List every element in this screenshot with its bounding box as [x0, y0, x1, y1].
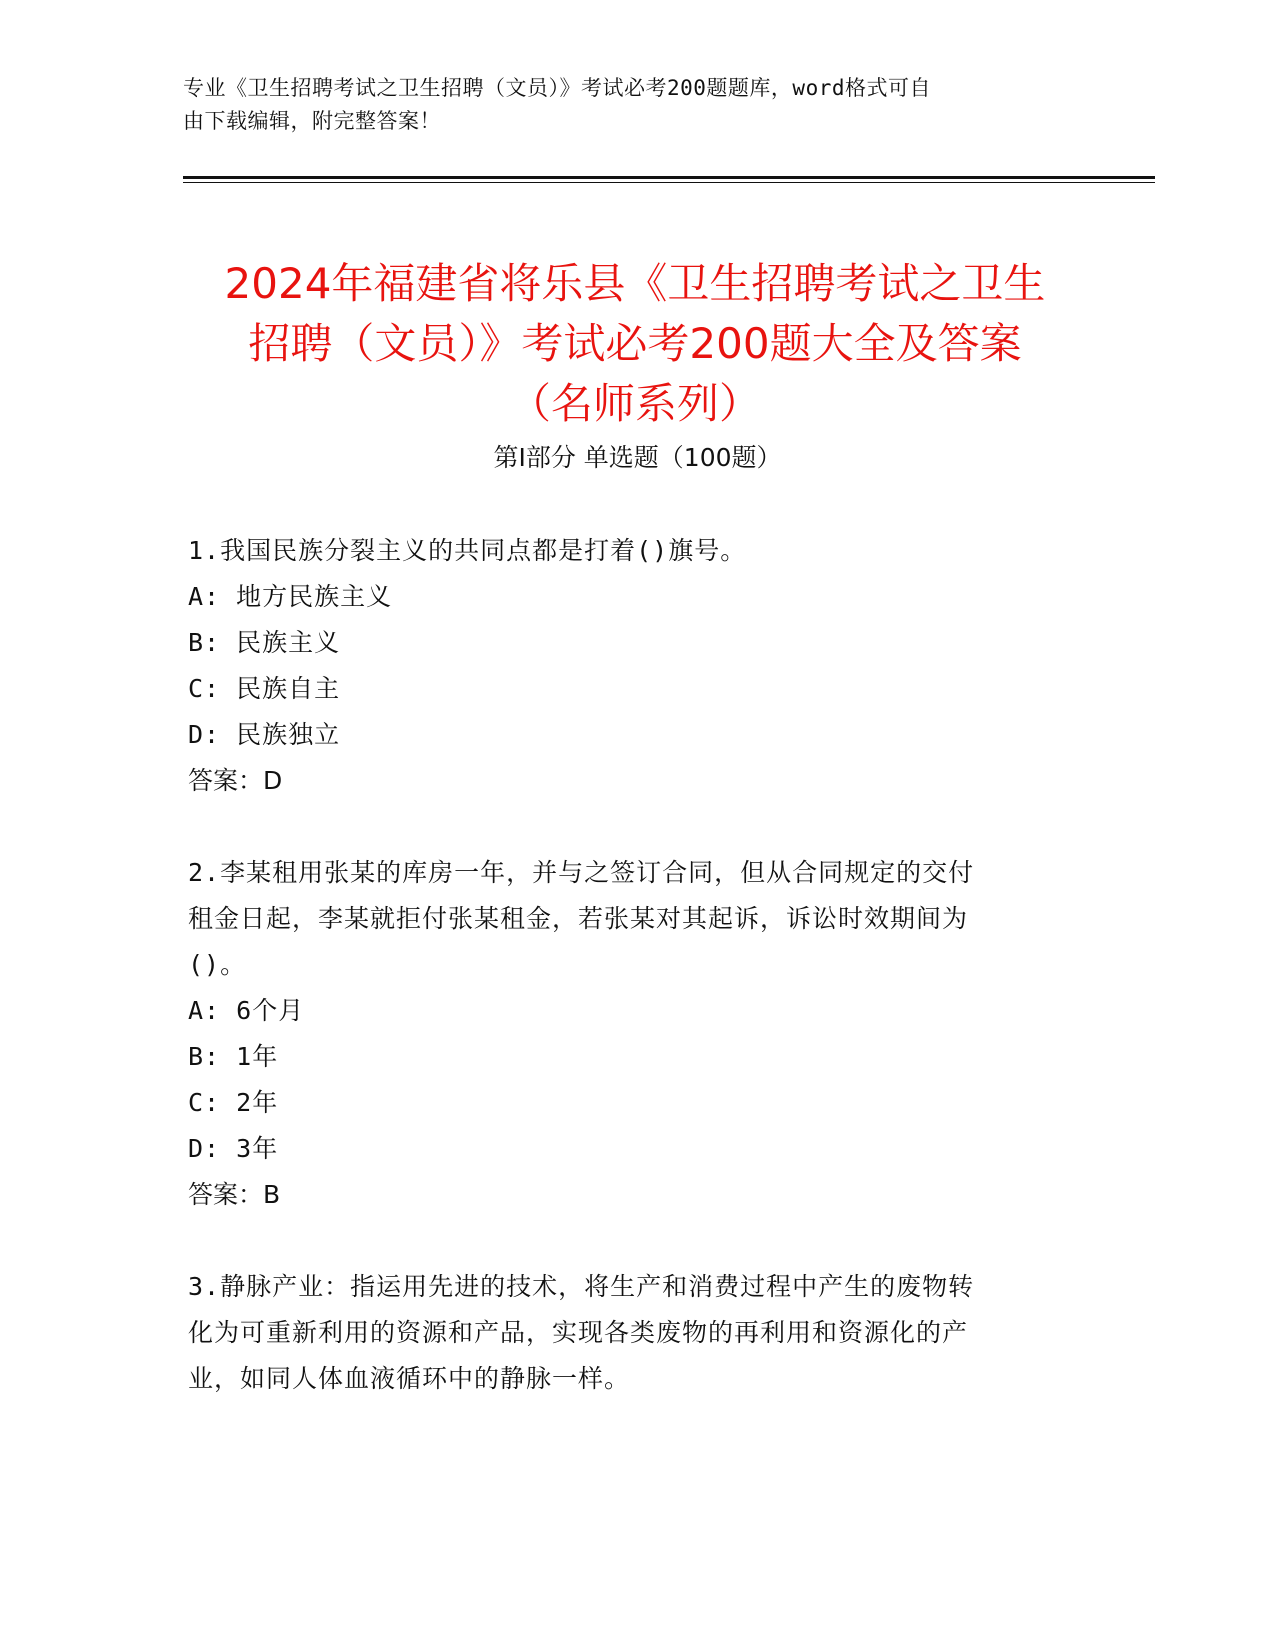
option-d: D: 3年 [188, 1134, 279, 1163]
title-line: 招聘（文员）》考试必考200题大全及答案 [248, 319, 1022, 369]
answer: 答案：D [188, 766, 283, 795]
header-note-line: 专业《卫生招聘考试之卫生招聘（文员）》考试必考200题题库，word格式可自 [183, 76, 931, 100]
question-stem: 租金日起，李某就拒付张某租金，若张某对其起诉，诉讼时效期间为 [188, 904, 969, 933]
answer: 答案：B [188, 1180, 281, 1209]
option-d: D: 民族独立 [188, 720, 341, 749]
question-stem: 业，如同人体血液循环中的静脉一样。 [188, 1364, 631, 1393]
option-c: C: 2年 [188, 1088, 279, 1117]
question-list [188, 528, 1068, 1448]
question-3 [188, 1264, 1068, 1402]
title-line: （名师系列） [508, 379, 761, 429]
question-2 [188, 850, 1068, 1218]
question-stem: 3.静脉产业：指运用先进的技术，将生产和消费过程中产生的废物转 [188, 1272, 975, 1301]
option-a: A: 6个月 [188, 996, 305, 1025]
header-divider-thick [183, 176, 1155, 179]
question-stem: 1.我国民族分裂主义的共同点都是打着()旗号。 [188, 536, 747, 565]
question-stem: ()。 [188, 950, 247, 979]
header-note [183, 72, 1063, 138]
document-title [160, 254, 1110, 434]
option-c: C: 民族自主 [188, 674, 341, 703]
question-stem: 化为可重新利用的资源和产品，实现各类废物的再利用和资源化的产 [188, 1318, 969, 1347]
question-stem: 2.李某租用张某的库房一年，并与之签订合同，但从合同规定的交付 [188, 858, 975, 887]
section-heading: 第Ⅰ部分 单选题（100题） [493, 443, 782, 472]
header-note-line: 由下载编辑，附完整答案！ [183, 109, 441, 133]
question-1 [188, 528, 1068, 804]
option-b: B: 1年 [188, 1042, 279, 1071]
option-a: A: 地方民族主义 [188, 582, 393, 611]
title-line: 2024年福建省将乐县《卫生招聘考试之卫生 [224, 259, 1046, 309]
header-divider-thin [183, 182, 1155, 183]
option-b: B: 民族主义 [188, 628, 341, 657]
